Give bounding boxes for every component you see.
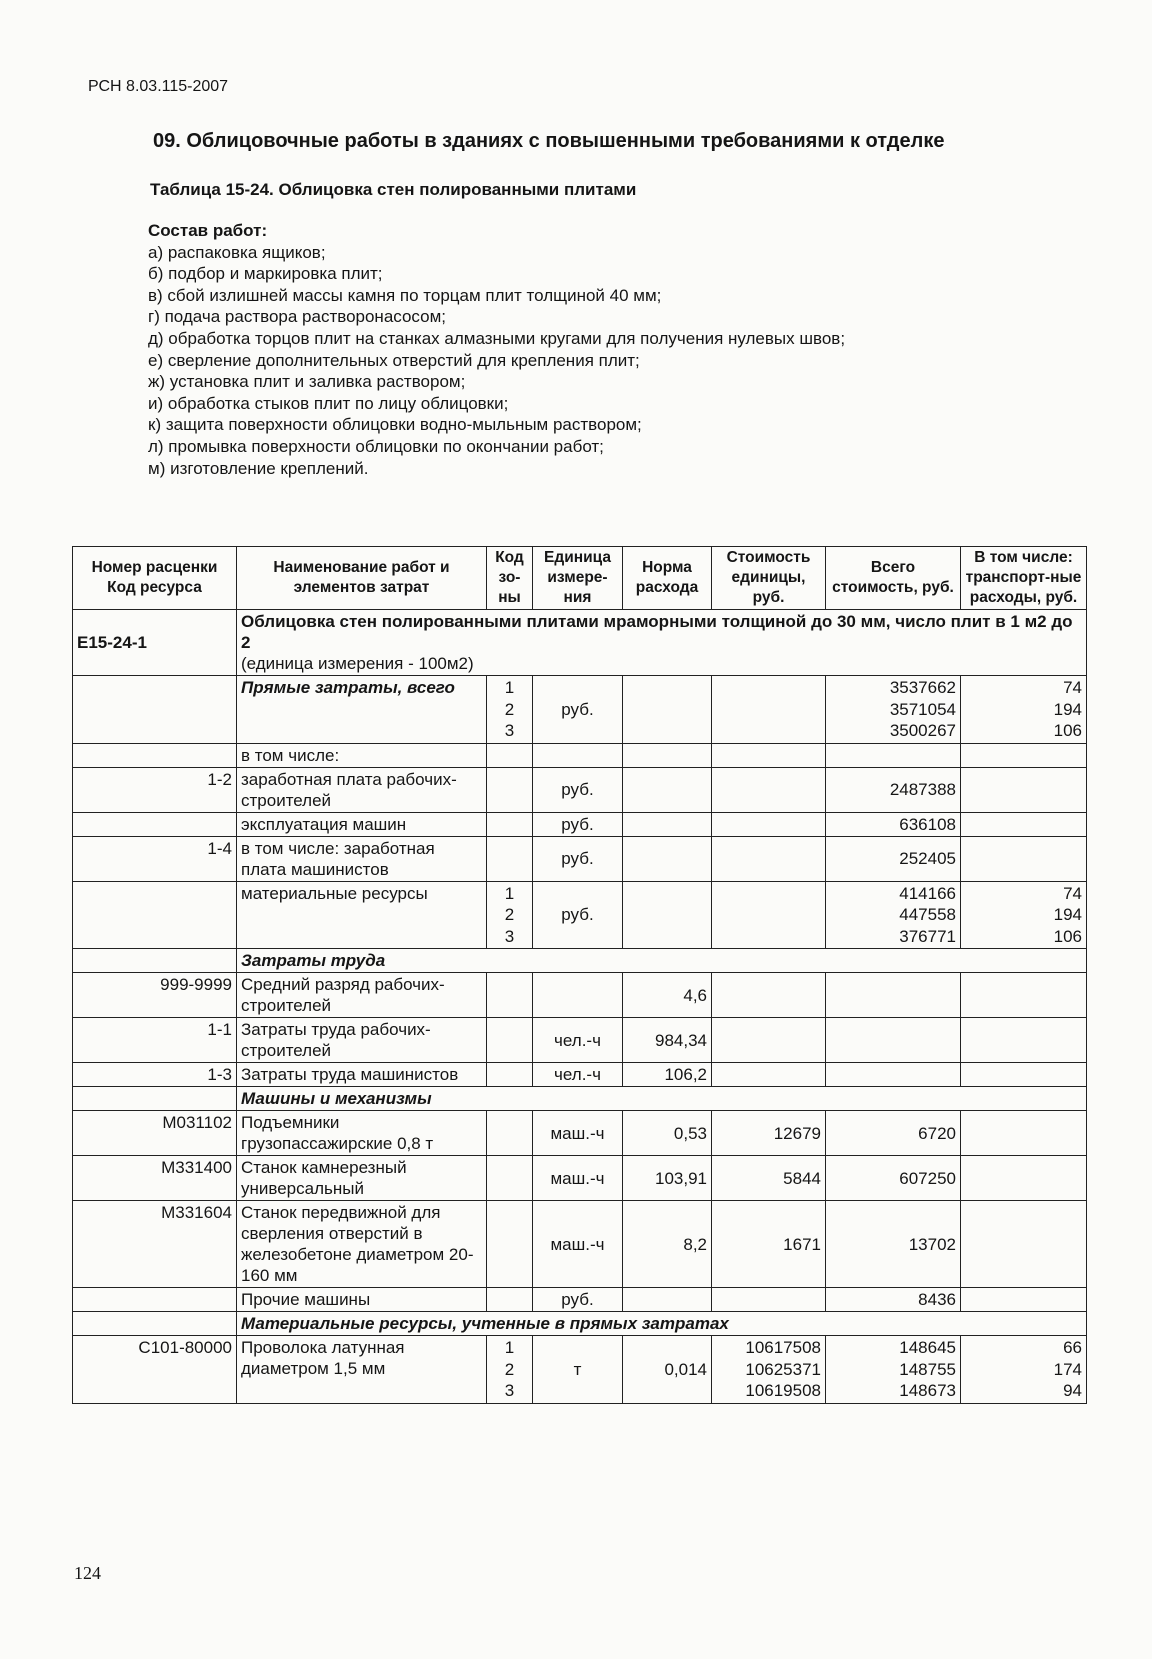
machine-norm: 8,2 xyxy=(623,1201,712,1288)
operator-wages-code: 1-4 xyxy=(73,836,237,881)
machine-unit: маш.-ч xyxy=(533,1111,623,1156)
wages-total: 2487388 xyxy=(826,767,961,812)
rate-row xyxy=(73,610,1087,676)
direct-unit: руб. xyxy=(533,676,623,744)
machine-code: М031102 xyxy=(73,1111,237,1156)
labor-name: Затраты труда машинистов xyxy=(237,1063,487,1087)
materials-total: 414166 xyxy=(899,883,956,903)
machine-unit-cost: 5844 xyxy=(712,1156,826,1201)
zone-code: 3 xyxy=(504,721,515,740)
direct-total: 3500267 xyxy=(889,721,956,740)
table-row xyxy=(73,1288,1087,1312)
machine-name: Станок передвижной для сверления отверстий в железобетоне диаметром 20-160 мм xyxy=(237,1201,487,1288)
direct-transport: 74 xyxy=(1063,678,1082,697)
rate-code: Е15-24-1 xyxy=(73,610,237,676)
labor-norm: 4,6 xyxy=(623,973,712,1018)
header-code: Номер расценки Код ресурса xyxy=(73,547,237,610)
header-zone: Код зо-ны xyxy=(487,547,533,610)
table-title: Таблица 15-24. Облицовка стен полированными плитами xyxy=(150,180,637,199)
machines-op-total: 636108 xyxy=(826,812,961,836)
other-machines-name: Прочие машины xyxy=(237,1288,487,1312)
wire-unit: т xyxy=(533,1336,623,1404)
composition-item: и) обработка стыков плит по лицу облицовки; xyxy=(148,393,509,413)
header-unit-cost: Стоимость единицы, руб. xyxy=(712,547,826,610)
labor-heading: Затраты труда xyxy=(237,949,1087,973)
section-row xyxy=(73,1087,1087,1111)
section-row xyxy=(73,1312,1087,1336)
labor-code: 999-9999 xyxy=(73,973,237,1018)
labor-unit xyxy=(533,973,623,1018)
table-row xyxy=(73,1018,1087,1063)
machine-code: М331604 xyxy=(73,1201,237,1288)
wire-total: 148673 xyxy=(899,1381,956,1400)
wages-code: 1-2 xyxy=(73,767,237,812)
materials-heading: Материальные ресурсы, учтенные в прямых затратах xyxy=(237,1312,1087,1336)
section-row xyxy=(73,949,1087,973)
composition-item: б) подбор и маркировка плит; xyxy=(148,264,383,284)
operator-wages-name: в том числе: заработная плата машинистов xyxy=(237,836,487,881)
table-row xyxy=(73,1201,1087,1288)
table-row xyxy=(73,767,1087,812)
machine-code: М331400 xyxy=(73,1156,237,1201)
zone-code: 1 xyxy=(504,883,515,903)
wages-unit: руб. xyxy=(533,767,623,812)
machines-heading: Машины и механизмы xyxy=(237,1087,1087,1111)
header-name: Наименование работ и элементов затрат xyxy=(237,547,487,610)
rate-unit-note: (единица измерения - 100м2) xyxy=(241,654,474,673)
header-total: Всего стоимость, руб. xyxy=(826,547,961,610)
materials-transport: 194 xyxy=(1053,905,1082,924)
wire-total: 148755 xyxy=(899,1359,956,1379)
other-machines-unit: руб. xyxy=(533,1288,623,1312)
composition-item: к) защита поверхности облицовки водно-мыльным раствором; xyxy=(148,415,642,435)
header-transport: В том числе: транспорт-ные расходы, руб. xyxy=(961,547,1087,610)
wire-unit-cost: 10617508 xyxy=(745,1338,821,1357)
labor-unit: чел.-ч xyxy=(533,1063,623,1087)
work-composition xyxy=(148,220,845,479)
direct-costs-name: Прямые затраты, всего xyxy=(237,676,487,744)
composition-item: г) подача раствора растворонасосом; xyxy=(148,307,446,327)
rate-description xyxy=(237,610,1087,676)
zone-code: 1 xyxy=(504,1338,515,1357)
zone-code: 3 xyxy=(504,926,515,946)
machine-norm: 0,53 xyxy=(623,1111,712,1156)
wire-total: 148645 xyxy=(899,1338,956,1357)
table-header-row xyxy=(73,547,1087,610)
operator-wages-total: 252405 xyxy=(826,836,961,881)
materials-transport: 74 xyxy=(1063,883,1082,903)
direct-total: 3537662 xyxy=(889,678,956,697)
rate-title: Облицовка стен полированными плитами мраморными толщиной до 30 мм, число плит в 1 м2 до 2 xyxy=(241,612,1073,652)
materials-transport: 106 xyxy=(1053,926,1082,946)
zone-code: 3 xyxy=(504,1381,515,1400)
composition-item: е) сверление дополнительных отверстий для крепления плит; xyxy=(148,350,640,370)
other-machines-total: 8436 xyxy=(826,1288,961,1312)
norms-table xyxy=(72,546,1087,1404)
machine-total: 607250 xyxy=(826,1156,961,1201)
machine-total: 13702 xyxy=(826,1201,961,1288)
header-unit: Единица измере-ния xyxy=(533,547,623,610)
machine-total: 6720 xyxy=(826,1111,961,1156)
table-row xyxy=(73,1111,1087,1156)
operator-wages-unit: руб. xyxy=(533,836,623,881)
zone-code: 2 xyxy=(504,1359,515,1379)
labor-name: Затраты труда рабочих-строителей xyxy=(237,1018,487,1063)
zone-code: 2 xyxy=(504,699,515,719)
wire-unit-cost: 10619508 xyxy=(745,1381,821,1400)
labor-unit: чел.-ч xyxy=(533,1018,623,1063)
labor-norm: 984,34 xyxy=(623,1018,712,1063)
labor-norm: 106,2 xyxy=(623,1063,712,1087)
wages-name: заработная плата рабочих-строителей xyxy=(237,767,487,812)
wire-transport: 66 xyxy=(1063,1338,1082,1357)
table-row xyxy=(73,836,1087,881)
composition-item: д) обработка торцов плит на станках алмазными кругами для получения нулевых швов; xyxy=(148,328,846,348)
composition-item: л) промывка поверхности облицовки по окончании работ; xyxy=(148,436,604,456)
composition-item: а) распаковка ящиков; xyxy=(148,242,326,262)
machine-unit-cost: 12679 xyxy=(712,1111,826,1156)
materials-total: 376771 xyxy=(899,926,956,946)
wire-unit-cost: 10625371 xyxy=(745,1359,821,1379)
wire-name: Проволока латунная диаметром 1,5 мм xyxy=(237,1336,487,1404)
direct-total: 3571054 xyxy=(889,699,956,719)
machine-unit: маш.-ч xyxy=(533,1156,623,1201)
composition-item: ж) установка плит и заливка раствором; xyxy=(148,372,466,392)
header-norm: Норма расхода xyxy=(623,547,712,610)
table-row xyxy=(73,1156,1087,1201)
composition-item: м) изготовление креплений. xyxy=(148,458,369,478)
table-row xyxy=(73,676,1087,744)
zone-code: 2 xyxy=(504,905,515,924)
direct-transport: 106 xyxy=(1053,721,1082,740)
document-code: РСН 8.03.115-2007 xyxy=(88,78,229,95)
materials-name: материальные ресурсы xyxy=(237,881,487,949)
machines-op-name: эксплуатация машин xyxy=(237,812,487,836)
wire-transport: 174 xyxy=(1053,1359,1082,1379)
composition-heading: Состав работ: xyxy=(148,221,268,240)
table-row xyxy=(73,881,1087,949)
zone-code: 1 xyxy=(504,678,515,697)
machine-unit: маш.-ч xyxy=(533,1201,623,1288)
including-label: в том числе: xyxy=(237,743,487,767)
materials-unit: руб. xyxy=(533,881,623,949)
wire-norm: 0,014 xyxy=(623,1336,712,1404)
page-number: 124 xyxy=(74,1563,101,1583)
direct-transport: 194 xyxy=(1053,699,1082,719)
labor-code: 1-1 xyxy=(73,1018,237,1063)
labor-name: Средний разряд рабочих-строителей xyxy=(237,973,487,1018)
labor-code: 1-3 xyxy=(73,1063,237,1087)
machines-op-unit: руб. xyxy=(533,812,623,836)
table-row xyxy=(73,973,1087,1018)
machine-name: Подъемники грузопассажирские 0,8 т xyxy=(237,1111,487,1156)
machine-name: Станок камнерезный универсальный xyxy=(237,1156,487,1201)
machine-unit-cost: 1671 xyxy=(712,1201,826,1288)
section-title: 09. Облицовочные работы в зданиях с повышенными требованиями к отделке xyxy=(153,130,945,152)
composition-item: в) сбой излишней массы камня по торцам плит толщиной 40 мм; xyxy=(148,285,662,305)
table-row xyxy=(73,1336,1087,1404)
materials-total: 447558 xyxy=(899,905,956,924)
wire-code: С101-80000 xyxy=(73,1336,237,1404)
table-row xyxy=(73,812,1087,836)
table-row xyxy=(73,743,1087,767)
machine-norm: 103,91 xyxy=(623,1156,712,1201)
table-row xyxy=(73,1063,1087,1087)
wire-transport: 94 xyxy=(1063,1381,1082,1400)
